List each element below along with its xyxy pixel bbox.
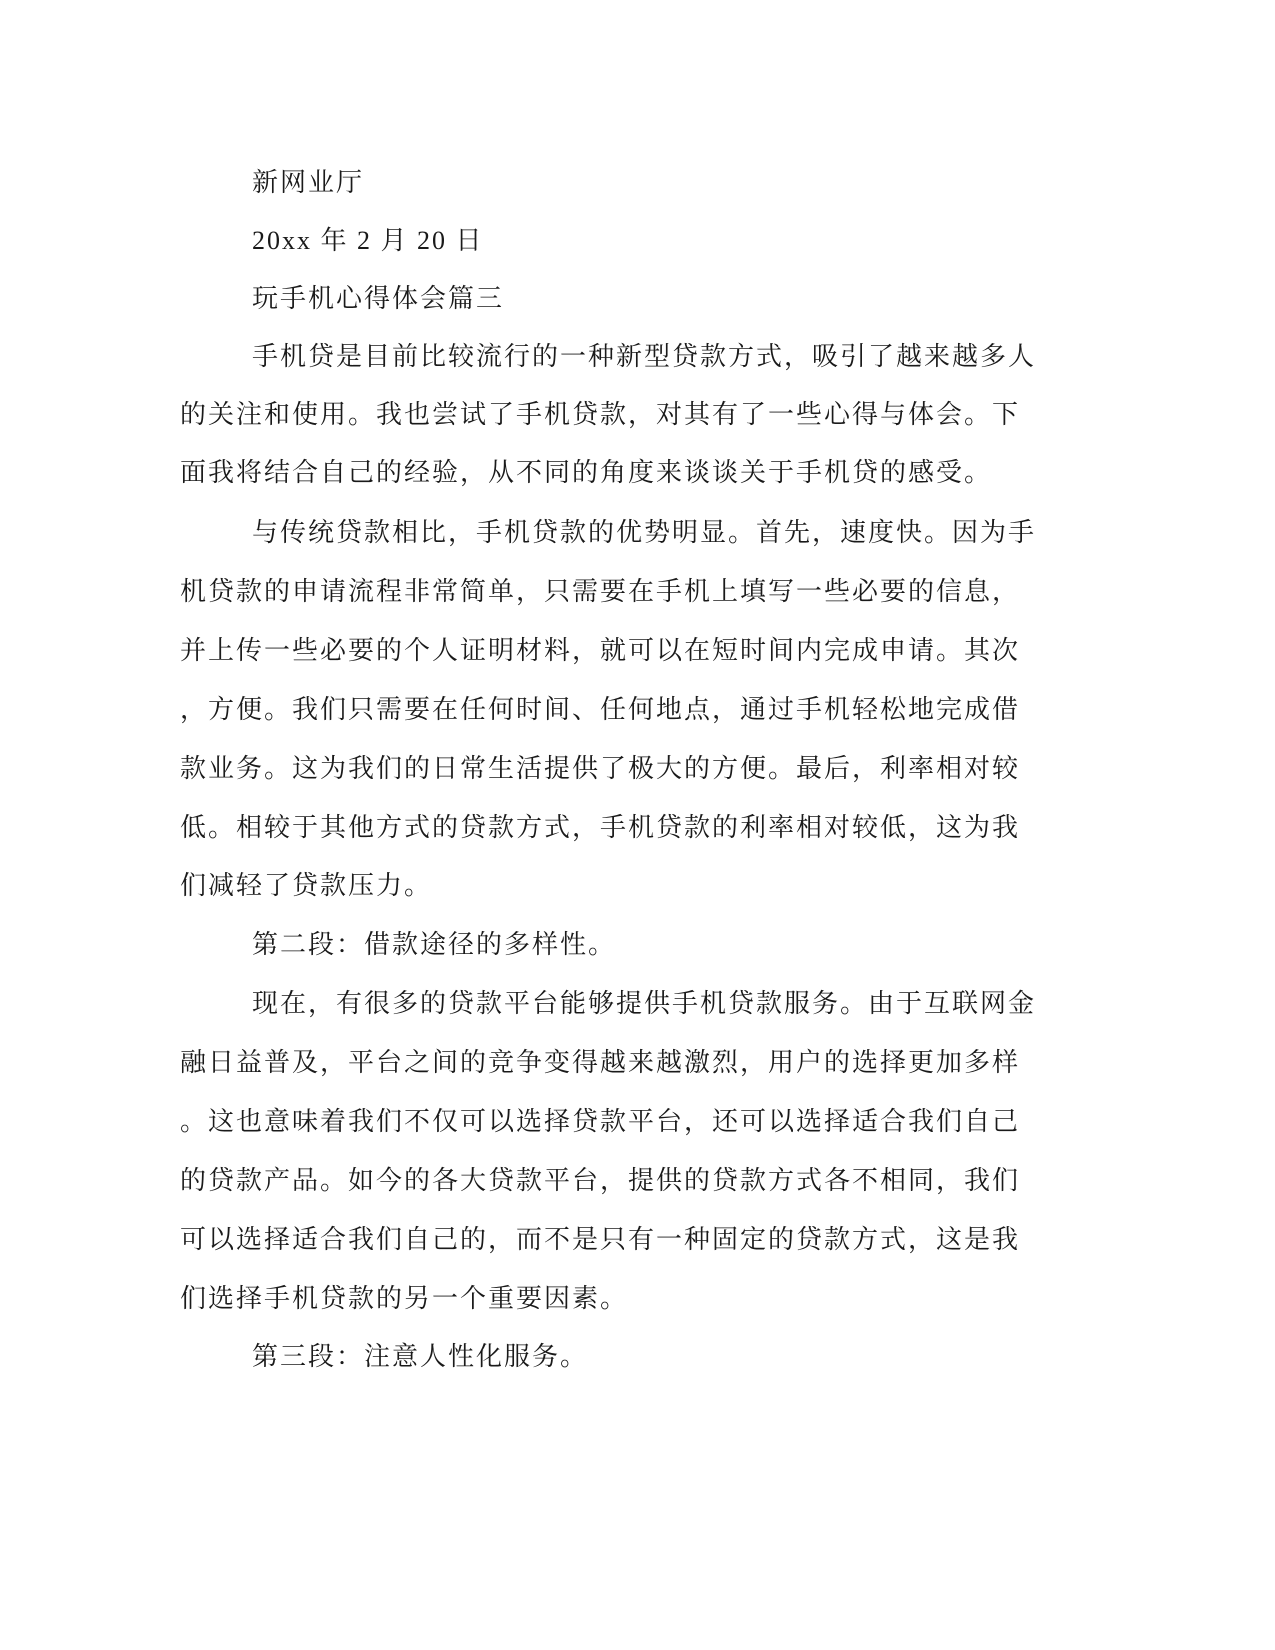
paragraph-line: 。这也意味着我们不仅可以选择贷款平台，还可以选择适合我们自己 (180, 1107, 1021, 1137)
paragraph-line: 们选择手机贷款的另一个重要因素。 (180, 1284, 629, 1314)
paragraph-line: 融日益普及，平台之间的竞争变得越来越激烈，用户的选择更加多样 (180, 1048, 1021, 1078)
paragraph-line: ，方便。我们只需要在任何时间、任何地点，通过手机轻松地完成借 (180, 695, 1021, 725)
paragraph-line: 低。相较于其他方式的贷款方式，手机贷款的利率相对较低，这为我 (180, 813, 1021, 843)
paragraph-line: 面我将结合自己的经验，从不同的角度来谈谈关于手机贷的感受。 (180, 458, 993, 488)
paragraph-line: 手机贷是目前比较流行的一种新型贷款方式，吸引了越来越多人 (252, 342, 1037, 372)
paragraph-line: 并上传一些必要的个人证明材料，就可以在短时间内完成申请。其次 (180, 636, 1021, 666)
paragraph-line: 机贷款的申请流程非常简单，只需要在手机上填写一些必要的信息， (180, 577, 1021, 607)
section-title: 玩手机心得体会篇三 (252, 284, 505, 314)
section-heading: 第二段：借款途径的多样性。 (252, 930, 617, 960)
paragraph-line: 款业务。这为我们的日常生活提供了极大的方便。最后，利率相对较 (180, 754, 1021, 784)
document-date: 20xx 年 2 月 20 日 (252, 226, 484, 255)
org-name: 新网业厅 (252, 168, 365, 198)
paragraph-line: 们减轻了贷款压力。 (180, 871, 433, 901)
paragraph-line: 的关注和使用。我也尝试了手机贷款，对其有了一些心得与体会。下 (180, 400, 1021, 430)
paragraph-line: 现在，有很多的贷款平台能够提供手机贷款服务。由于互联网金 (252, 989, 1037, 1019)
paragraph-line: 与传统贷款相比，手机贷款的优势明显。首先，速度快。因为手 (252, 518, 1037, 548)
section-heading: 第三段：注意人性化服务。 (252, 1342, 589, 1372)
paragraph-line: 可以选择适合我们自己的，而不是只有一种固定的贷款方式，这是我 (180, 1225, 1021, 1255)
paragraph-line: 的贷款产品。如今的各大贷款平台，提供的贷款方式各不相同，我们 (180, 1166, 1021, 1196)
